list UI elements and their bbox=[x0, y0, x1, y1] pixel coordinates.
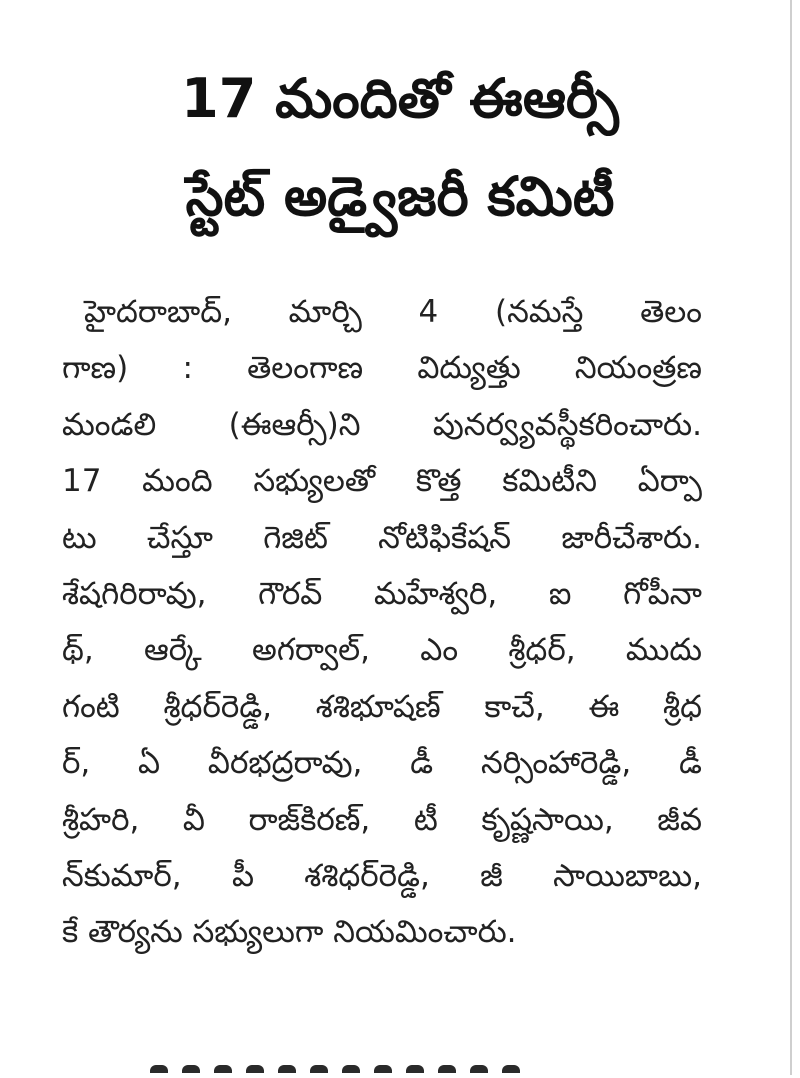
body-line: గంటి శ్రీధర్‌రెడ్డి, శశిభూషణ్ కాచే, ఈ శ్రీధ bbox=[62, 688, 702, 725]
headline-line-2: స్టేట్ అడ్వైజరీ కమిటీ bbox=[185, 165, 615, 228]
body-line: ర్, ఏ వీరభద్రరావు, డీ నర్సింహారెడ్డి, డీ bbox=[62, 745, 702, 782]
cropped-next-headline bbox=[150, 1058, 590, 1078]
body-line: గాణ) : తెలంగాణ విద్యుత్తు నియంత్రణ bbox=[62, 350, 702, 387]
body-line: శేషగిరిరావు, గౌరవ్ మహేశ్వరి, ఐ గోపీనా bbox=[62, 575, 702, 612]
body-line: హైదరాబాద్, మార్చి 4 (నమస్తే తెలం bbox=[84, 294, 702, 330]
body-line: థ్, ఆర్కే అగర్వాల్, ఎం శ్రీధర్, ముదు bbox=[62, 632, 702, 669]
body-line: 17 మంది సభ్యులతో కొత్త కమిటీని ఏర్పా bbox=[62, 463, 702, 500]
body-line: మండలి (ఈఆర్సీ)ని పునర్వ్యవస్థీకరించారు. bbox=[62, 406, 702, 443]
article-body bbox=[62, 284, 702, 961]
body-line: టు చేస్తూ గెజిట్ నోటిఫికేషన్ జారీచేశారు. bbox=[62, 519, 702, 556]
body-line: న్‌కుమార్, పీ శశిధర్‌రెడ్డి, జీ సాయిబాబు, bbox=[62, 857, 702, 894]
column-divider bbox=[790, 0, 792, 1075]
body-line: కే తౌర్యను సభ్యులుగా నియమించారు. bbox=[62, 914, 517, 951]
headline-line-1: 17 మందితో ఈఆర్సీ bbox=[181, 67, 619, 130]
body-line: శ్రీహరి, వీ రాజ్‌కిరణ్, టీ కృష్ణసాయి, జీవ bbox=[62, 801, 702, 838]
